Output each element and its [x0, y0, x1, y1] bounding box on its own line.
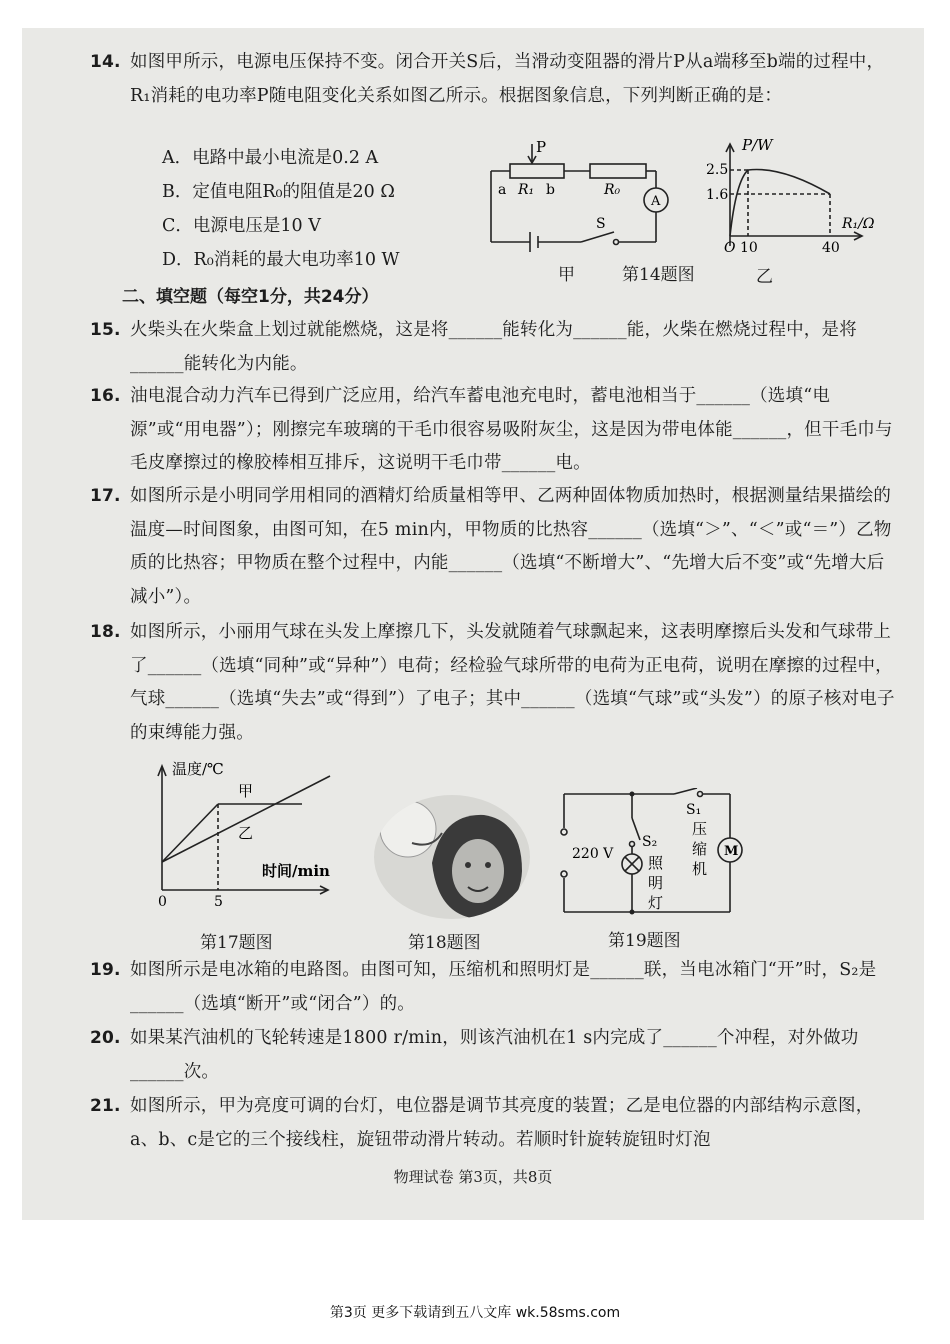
question-number: 17.	[90, 486, 121, 506]
fig17-line-jia: 甲	[238, 782, 254, 800]
question-19	[90, 954, 900, 1021]
fig14-graph	[702, 136, 882, 254]
question-number: 19.	[90, 960, 121, 980]
fig17-tick-5: 5	[214, 894, 223, 908]
question-18	[90, 616, 900, 750]
x-axis-label: R₁/Ω	[842, 216, 875, 232]
question-number: 20.	[90, 1028, 121, 1048]
lamp-char: 明	[648, 874, 664, 892]
y-axis-label: P/W	[742, 136, 773, 154]
x-tick-40: 40	[822, 240, 840, 254]
question-text: 油电混合动力汽车已得到广泛应用，给汽车蓄电池充电时，蓄电池相当于______（选填“电源”或“用电器”）；刚擦完车玻璃的干毛巾很容易吸附灰尘，这是因为带电体能______，但干毛巾与毛皮摩擦过的橡胶棒相互排斥，这说明干毛巾带______电。	[130, 386, 893, 473]
fig19-caption: 第19题图	[608, 931, 681, 951]
fig17-y-axis-label: 温度/℃	[172, 760, 224, 778]
fig14-caption: 第14题图	[622, 265, 695, 285]
exam-page	[22, 28, 924, 1220]
question-number: 15.	[90, 320, 121, 340]
voltage-label: 220 V	[572, 846, 614, 862]
question-16	[90, 380, 900, 481]
compressor-char: 机	[692, 860, 708, 878]
fig14-jia-label: 甲	[558, 265, 575, 285]
question-number: 21.	[90, 1096, 121, 1116]
x-tick-10: 10	[740, 240, 758, 254]
lamp-char: 灯	[648, 894, 664, 912]
fig14-circuit	[486, 134, 696, 254]
switch-s-label: S	[596, 216, 606, 232]
option-d: D．R₀消耗的最大电功率10 W	[162, 250, 400, 270]
fig14-yi-label: 乙	[756, 267, 773, 287]
compressor-label	[692, 820, 712, 878]
question-stem: 如图甲所示，电源电压保持不变。闭合开关S后，当滑动变阻器的滑片P从a端移至b端的过程中，R₁消耗的电功率P随电阻变化关系如图乙所示。根据图象信息，下列判断正确的是：	[130, 52, 885, 106]
question-number: 18.	[90, 622, 121, 642]
question-text: 如图所示是小明同学用相同的酒精灯给质量相等甲、乙两种固体物质加热时，根据测量结果描绘的温度—时间图象，由图可知，在5 min内，甲物质的比热容______（选填“＞”、“＜”或“＝”）乙物质的比热容；甲物质在整个过程中，内能______（选填“不断增大”、“先增大后不变”或“先增大后减小”）。	[130, 486, 892, 607]
page-footer: 物理试卷 第3页，共8页	[393, 1168, 553, 1186]
y-tick-1-6: 1.6	[706, 187, 729, 203]
fig17-caption: 第17题图	[200, 933, 273, 953]
question-15	[90, 314, 900, 381]
lamp-char: 照	[648, 854, 664, 872]
r1-label: R₁	[518, 182, 535, 198]
r0-label: R₀	[604, 182, 621, 198]
fig18-caption: 第18题图	[408, 933, 481, 953]
question-17	[90, 480, 900, 614]
switch-s2-label: S₂	[642, 834, 658, 850]
y-tick-2-5: 2.5	[706, 162, 729, 178]
question-number: 14.	[90, 52, 121, 72]
question-14	[90, 46, 900, 113]
origin-label: O	[724, 240, 736, 254]
question-text: 如图所示，甲为亮度可调的台灯，电位器是调节其亮度的装置；乙是电位器的内部结构示意图，a、b、c是它的三个接线柱，旋钮带动滑片转动。若顺时针旋转旋钮时灯泡	[130, 1096, 874, 1150]
download-banner: 第3页 更多下载请到五八文库 wk.58sms.com	[329, 1305, 621, 1321]
section-heading: 二、填空题（每空1分，共24分）	[122, 287, 379, 307]
option-a: A．电路中最小电流是0.2 A	[162, 148, 379, 168]
terminal-b-label: b	[546, 182, 555, 198]
fig17-graph	[142, 758, 332, 908]
terminal-a-label: a	[498, 182, 507, 198]
slider-p-label: P	[536, 138, 547, 156]
lamp-label	[648, 854, 668, 912]
question-20	[90, 1022, 900, 1089]
switch-s1-label: S₁	[686, 802, 702, 818]
motor-label: M	[724, 844, 739, 859]
question-number: 16.	[90, 386, 121, 406]
question-text: 如图所示是电冰箱的电路图。由图可知，压缩机和照明灯是______联，当电冰箱门“开”时，S₂是______（选填“断开”或“闭合”）的。	[130, 960, 877, 1014]
fig19-circuit	[552, 788, 752, 923]
option-c: C．电源电压是10 V	[162, 216, 321, 236]
option-b: B．定值电阻R₀的阻值是20 Ω	[162, 182, 395, 202]
fig17-line-yi: 乙	[238, 824, 254, 842]
ammeter-label: A	[651, 194, 661, 209]
question-text: 如图所示，小丽用气球在头发上摩擦几下，头发就随着气球飘起来，这表明摩擦后头发和气球带上了______（选填“同种”或“异种”）电荷；经检验气球所带的电荷为正电荷，说明在摩擦的过程中，气球______（选填“失去”或“得到”）了电子；其中______（选填“气球”或“头发”）的原子核对电子的束缚能力强。	[130, 622, 895, 743]
fig17-origin: 0	[158, 894, 167, 908]
question-text: 如果某汽油机的飞轮转速是1800 r/min，则该汽油机在1 s内完成了______个冲程，对外做功______次。	[130, 1028, 859, 1082]
question-21	[90, 1090, 900, 1157]
fig18-photo	[372, 793, 532, 923]
compressor-char: 缩	[692, 840, 708, 858]
question-text: 火柴头在火柴盒上划过就能燃烧，这是将______能转化为______能，火柴在燃烧过程中，是将______能转化为内能。	[130, 320, 857, 374]
compressor-char: 压	[692, 820, 708, 838]
fig17-x-axis-label: 时间/min	[262, 862, 330, 880]
